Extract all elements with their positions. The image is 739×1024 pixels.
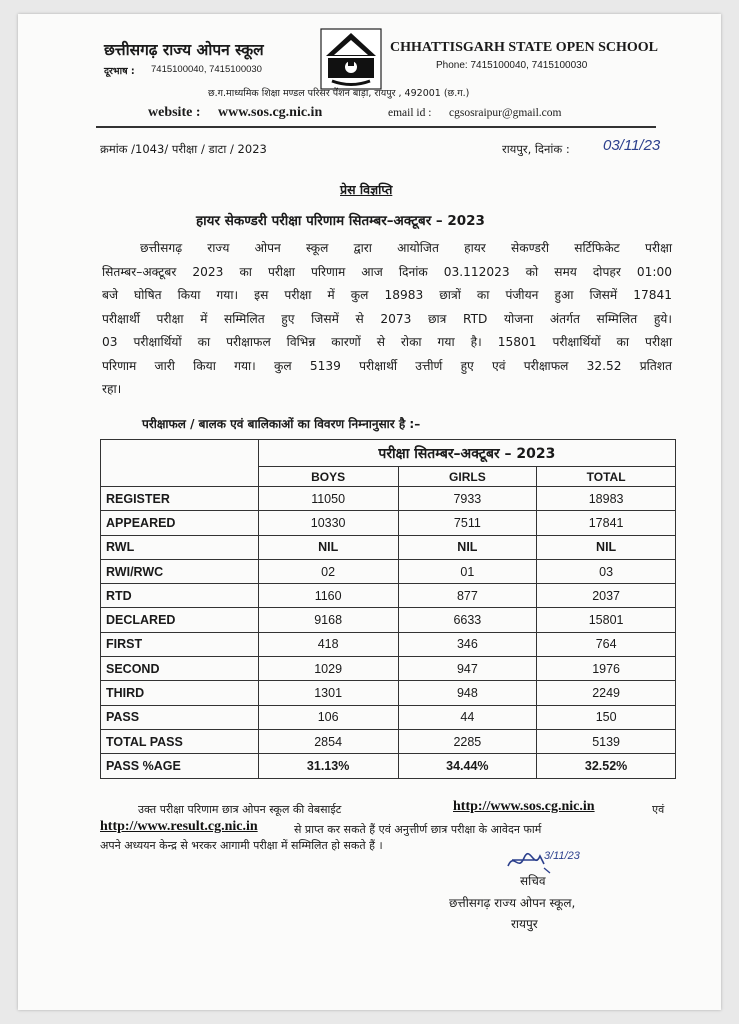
column-header-boys: BOYS bbox=[258, 467, 398, 487]
cell-boys: 9168 bbox=[258, 608, 398, 632]
table-row bbox=[101, 535, 676, 559]
cell-girls: 34.44% bbox=[398, 754, 537, 778]
handwritten-date: 03/11/23 bbox=[603, 137, 661, 154]
cell-girls: 2285 bbox=[398, 729, 537, 753]
website-text: www.sos.cg.nic.in bbox=[218, 105, 323, 120]
cell-total: 18983 bbox=[537, 487, 676, 511]
table-row bbox=[101, 487, 676, 511]
column-header-total: TOTAL bbox=[537, 467, 676, 487]
cell-boys: 418 bbox=[258, 632, 398, 656]
table-row bbox=[101, 657, 676, 681]
cell-boys: 10330 bbox=[258, 511, 398, 535]
website-label: website : bbox=[148, 105, 201, 120]
footer-line-1-end: एवं bbox=[652, 803, 665, 816]
cell-girls: NIL bbox=[398, 535, 537, 559]
cell-total: 17841 bbox=[537, 511, 676, 535]
table-row bbox=[101, 608, 676, 632]
school-name-english: CHHATTISGARH STATE OPEN SCHOOL bbox=[390, 40, 658, 55]
place-date-label: रायपुर, दिनांक : bbox=[502, 142, 570, 156]
website-link-sos[interactable]: http://www.sos.cg.nic.in bbox=[453, 799, 595, 814]
row-label: REGISTER bbox=[101, 487, 259, 511]
table-row bbox=[101, 729, 676, 753]
row-label: RWI/RWC bbox=[101, 559, 259, 583]
header-divider bbox=[96, 126, 656, 128]
cell-boys: 106 bbox=[258, 705, 398, 729]
footer-line-1-text: उक्त परीक्षा परिणाम छात्र ओपन स्कूल की वेबसाईट bbox=[138, 803, 342, 816]
table-row bbox=[101, 681, 676, 705]
table-row bbox=[101, 584, 676, 608]
email-text: cgsosraipur@gmail.com bbox=[449, 107, 562, 119]
row-label: SECOND bbox=[101, 657, 259, 681]
cell-boys: 1301 bbox=[258, 681, 398, 705]
school-logo bbox=[320, 28, 382, 90]
signature-city: रायपुर bbox=[511, 917, 538, 931]
phone-label-hindi: दूरभाष : bbox=[104, 66, 135, 77]
cell-total: 5139 bbox=[537, 729, 676, 753]
table-row bbox=[101, 559, 676, 583]
cell-total: 764 bbox=[537, 632, 676, 656]
signature-organization: छत्तीसगढ़ राज्य ओपन स्कूल, bbox=[449, 896, 576, 910]
table-row bbox=[101, 511, 676, 535]
row-label: TOTAL PASS bbox=[101, 729, 259, 753]
table-intro: परीक्षाफल / बालक एवं बालिकाओं का विवरण निम्नानुसार है :– bbox=[142, 417, 421, 431]
results-table bbox=[100, 439, 676, 779]
row-label: THIRD bbox=[101, 681, 259, 705]
paragraph-line: परिणाम जारी किया गया। कुल 5139 परीक्षार्थी उत्तीर्ण हुए एवं परीक्षाफल 32.52 प्रतिशत bbox=[102, 358, 672, 373]
row-label: APPEARED bbox=[101, 511, 259, 535]
school-name-hindi: छत्तीसगढ़ राज्य ओपन स्कूल bbox=[104, 41, 264, 59]
cell-total: 2037 bbox=[537, 584, 676, 608]
column-header-girls: GIRLS bbox=[398, 467, 537, 487]
footer-line-2-text: से प्राप्त कर सकते हैं एवं अनुत्तीर्ण छात्र परीक्षा के आवेदन फार्म bbox=[294, 823, 542, 836]
footer-line-3-text: अपने अध्ययन केन्द्र से भरकर आगामी परीक्षा में सम्मिलित हो सकते हैं । bbox=[100, 839, 383, 852]
cell-girls: 7511 bbox=[398, 511, 537, 535]
row-label: RTD bbox=[101, 584, 259, 608]
paragraph-line: छत्तीसगढ़ राज्य ओपन स्कूल द्वारा आयोजित हायर सेकण्डरी सर्टिफिकेट परीक्षा bbox=[140, 241, 672, 255]
row-label: PASS bbox=[101, 705, 259, 729]
cell-girls: 44 bbox=[398, 705, 537, 729]
table-row bbox=[101, 705, 676, 729]
address-line: छ.ग.माध्यमिक शिक्षा मण्डल परिसर पेंशन बाड़ा, रायपुर , 492001 (छ.ग.) bbox=[208, 88, 470, 99]
cell-girls: 948 bbox=[398, 681, 537, 705]
press-release-title: प्रेस विज्ञप्ति bbox=[340, 182, 393, 197]
table-corner-cell bbox=[101, 440, 259, 487]
cell-total: 2249 bbox=[537, 681, 676, 705]
cell-boys: 1029 bbox=[258, 657, 398, 681]
paragraph-line: सितम्बर–अक्टूबर 2023 का परीक्षा परिणाम आज दिनांक 03.112023 को समय दोपहर 01:00 bbox=[102, 264, 672, 279]
row-label: FIRST bbox=[101, 632, 259, 656]
cell-boys: 02 bbox=[258, 559, 398, 583]
table-row bbox=[101, 754, 676, 778]
row-label: RWL bbox=[101, 535, 259, 559]
row-label: PASS %AGE bbox=[101, 754, 259, 778]
table-row bbox=[101, 632, 676, 656]
phone-numbers-english: Phone: 7415100040, 7415100030 bbox=[436, 60, 588, 71]
row-label: DECLARED bbox=[101, 608, 259, 632]
cell-girls: 947 bbox=[398, 657, 537, 681]
phone-numbers-hindi: 7415100040, 7415100030 bbox=[151, 64, 262, 75]
designation: सचिव bbox=[520, 874, 546, 888]
paragraph-line: परीक्षार्थी परीक्षा में सम्मिलित हुए जिसमें से 2073 छात्र RTD योजना अंतर्गत सम्मिलित हुये। bbox=[102, 311, 672, 326]
cell-girls: 01 bbox=[398, 559, 537, 583]
document-page bbox=[18, 14, 721, 1010]
cell-boys: 31.13% bbox=[258, 754, 398, 778]
paragraph-line: 03 परीक्षार्थियों का परीक्षाफल विभिन्न कारणों से रोका गया है। 15801 परीक्षार्थियों का परीक्षा bbox=[102, 335, 672, 349]
cell-total: 150 bbox=[537, 705, 676, 729]
cell-boys: 1160 bbox=[258, 584, 398, 608]
reference-number: क्रमांक /1043/ परीक्षा / डाटा / 2023 bbox=[100, 142, 267, 156]
result-heading: हायर सेकण्डरी परीक्षा परिणाम सितम्बर–अक्टूबर – 2023 bbox=[196, 213, 485, 229]
cell-total: 15801 bbox=[537, 608, 676, 632]
signature-date: 3/11/23 bbox=[544, 850, 580, 862]
cell-boys: 2854 bbox=[258, 729, 398, 753]
cell-girls: 346 bbox=[398, 632, 537, 656]
cell-girls: 7933 bbox=[398, 487, 537, 511]
cell-boys: 11050 bbox=[258, 487, 398, 511]
table-title: परीक्षा सितम्बर–अक्टूबर – 2023 bbox=[258, 440, 675, 467]
paragraph-line: बजे घोषित किया गया। इस परीक्षा में कुल 18983 छात्रों का पंजीयन हुआ जिसमें 17841 bbox=[102, 288, 672, 302]
cell-girls: 6633 bbox=[398, 608, 537, 632]
website-link-result[interactable]: http://www.result.cg.nic.in bbox=[100, 819, 258, 834]
email-label: email id : bbox=[388, 107, 432, 119]
cell-total: NIL bbox=[537, 535, 676, 559]
cell-total: 32.52% bbox=[537, 754, 676, 778]
cell-total: 1976 bbox=[537, 657, 676, 681]
cell-girls: 877 bbox=[398, 584, 537, 608]
announcement-paragraph bbox=[102, 237, 672, 402]
cell-boys: NIL bbox=[258, 535, 398, 559]
paragraph-line: रहा। bbox=[102, 382, 122, 396]
cell-total: 03 bbox=[537, 559, 676, 583]
